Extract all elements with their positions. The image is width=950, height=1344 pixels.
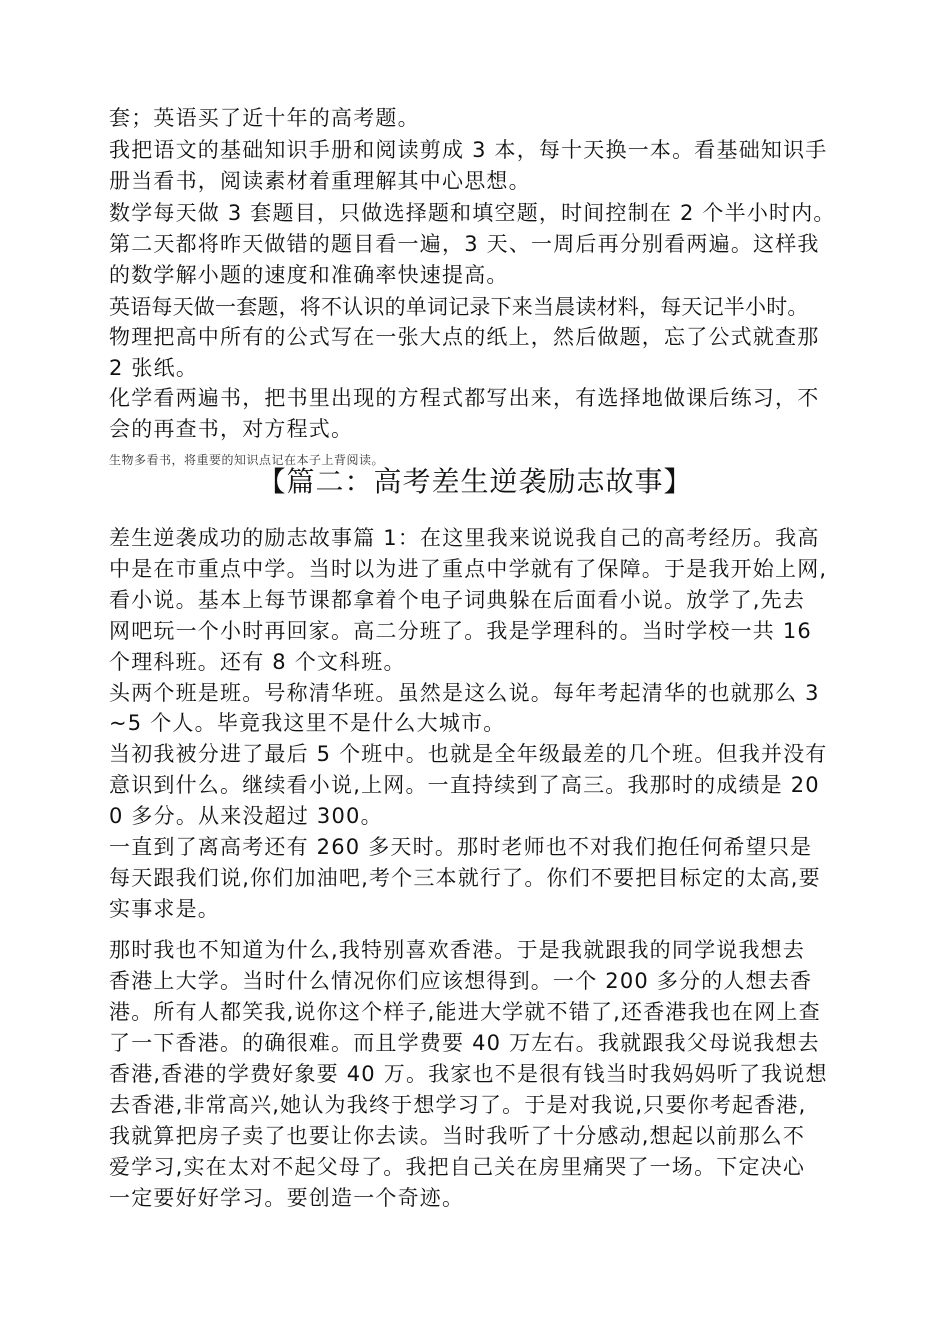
paragraph-line: 看小说。基本上每节课都拿着个电子词典躲在后面看小说。放学了,先去 bbox=[109, 588, 806, 612]
paragraph-line: 0 多分。从来没超过 300。 bbox=[109, 804, 383, 828]
paragraph-line: 册当看书，阅读素材着重理解其中心思想。 bbox=[109, 169, 531, 193]
paragraph-line: 一定要好好学习。要创造一个奇迹。 bbox=[109, 1186, 465, 1210]
paragraph-line: 差生逆袭成功的励志故事篇 1：在这里我来说说我自己的高考经历。我高 bbox=[109, 526, 820, 550]
paragraph-line: 化学看两遍书，把书里出现的方程式都写出来，有选择地做课后练习，不 bbox=[109, 386, 820, 410]
paragraph-line: 我就算把房子卖了也要让你去读。当时我听了十分感动,想起以前那么不 bbox=[109, 1124, 806, 1148]
paragraph-line: 2 张纸。 bbox=[109, 356, 199, 380]
paragraph-line: 中是在市重点中学。当时以为进了重点中学就有了保障。于是我开始上网, bbox=[109, 557, 828, 581]
paragraph-line: 每天跟我们说,你们加油吧,考个三本就行了。你们不要把目标定的太高,要 bbox=[109, 866, 821, 890]
paragraph-line: 第二天都将昨天做错的题目看一遍，3 天、一周后再分别看两遍。这样我 bbox=[109, 232, 820, 256]
paragraph-line: 英语每天做一套题，将不认识的单词记录下来当晨读材料，每天记半小时。 bbox=[109, 295, 809, 319]
paragraph-line: 香港,香港的学费好象要 40 万。我家也不是很有钱当时我妈妈听了我说想 bbox=[109, 1062, 828, 1086]
small-note-line: 生物多看书，将重要的知识点记在本子上背阅读。 bbox=[109, 453, 385, 467]
paragraph-line: 的数学解小题的速度和准确率快速提高。 bbox=[109, 263, 509, 287]
paragraph-line: 物理把高中所有的公式写在一张大点的纸上，然后做题，忘了公式就查那 bbox=[109, 325, 820, 349]
paragraph-line: 那时我也不知道为什么,我特别喜欢香港。于是我就跟我的同学说我想去 bbox=[109, 938, 806, 962]
paragraph-line: ~5 个人。毕竟我这里不是什么大城市。 bbox=[109, 711, 506, 735]
paragraph-line: 港。所有人都笑我,说你这个样子,能进大学就不错了,还香港我也在网上查 bbox=[109, 1000, 821, 1024]
paragraph-line: 意识到什么。继续看小说,上网。一直持续到了高三。我那时的成绩是 20 bbox=[109, 773, 820, 797]
paragraph-line: 头两个班是班。号称清华班。虽然是这么说。每年考起清华的也就那么 3 bbox=[109, 681, 820, 705]
paragraph-line: 当初我被分进了最后 5 个班中。也就是全年级最差的几个班。但我并没有 bbox=[109, 742, 828, 766]
paragraph-line: 套；英语买了近十年的高考题。 bbox=[109, 106, 420, 130]
paragraph-line: 我把语文的基础知识手册和阅读剪成 3 本，每十天换一本。看基础知识手 bbox=[109, 138, 828, 162]
paragraph-line: 去香港,非常高兴,她认为我终于想学习了。于是对我说,只要你考起香港, bbox=[109, 1093, 807, 1117]
paragraph-line: 一直到了离高考还有 260 多天时。那时老师也不对我们抱任何希望只是 bbox=[109, 835, 813, 859]
paragraph-line: 个理科班。还有 8 个文科班。 bbox=[109, 650, 406, 674]
paragraph-line: 了一下香港。的确很难。而且学费要 40 万左右。我就跟我父母说我想去 bbox=[109, 1031, 820, 1055]
paragraph-line: 实事求是。 bbox=[109, 897, 220, 921]
paragraph-line: 香港上大学。当时什么情况你们应该想得到。一个 200 多分的人想去香 bbox=[109, 969, 813, 993]
section-heading: 【篇二：高考差生逆袭励志故事】 bbox=[257, 465, 693, 498]
paragraph-line: 爱学习,实在太对不起父母了。我把自己关在房里痛哭了一场。下定决心 bbox=[109, 1155, 806, 1179]
paragraph-line: 会的再查书，对方程式。 bbox=[109, 417, 354, 441]
paragraph-line: 数学每天做 3 套题目，只做选择题和填空题，时间控制在 2 个半小时内。 bbox=[109, 201, 836, 225]
paragraph-line: 网吧玩一个小时再回家。高二分班了。我是学理科的。当时学校一共 16 bbox=[109, 619, 812, 643]
